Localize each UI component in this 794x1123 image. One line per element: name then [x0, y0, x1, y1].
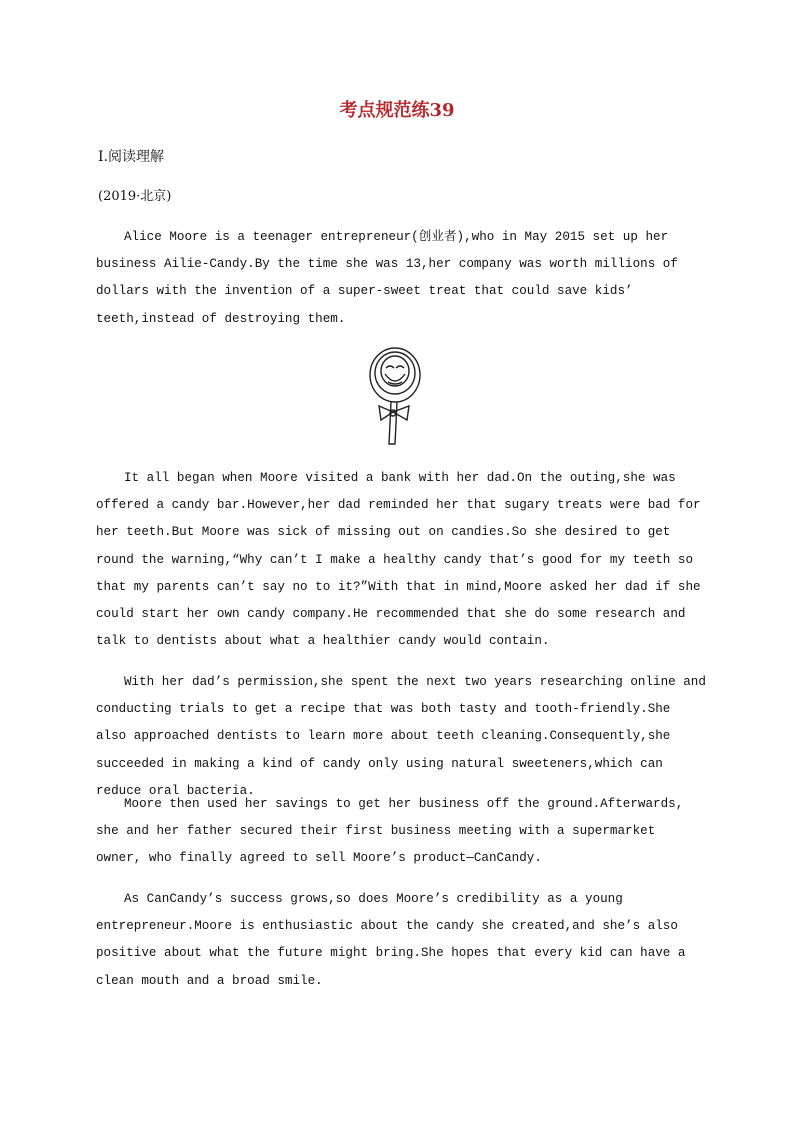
page-title: 考点规范练39 [339, 100, 455, 121]
paragraph-2: It all began when Moore visited a bank with her dad.On the outing,she was offered a candy bar.However,her dad reminded her that sugary treats were bad for her teeth.But Moore was sick of missing out on candies.So she desired to get round the warning,“Why can’t I make a healthy candy that’s good for my teeth so that my parents can’t say no to it?”With that in mind,Moore asked her dad if she could start her own candy company.He recommended that she do some research and talk to dentists about what a healthier candy would contain. [96, 471, 701, 649]
paragraph-4: Moore then used her savings to get her business off the ground.Afterwards, she and her father secured their first business meeting with a supermarket owner, who finally agreed to sell Moore’s product—CanCandy. [96, 797, 684, 866]
section-heading: Ⅰ.阅读理解 [98, 149, 164, 165]
paragraph-5: As CanCandy’s success grows,so does Moore’s credibility as a young entrepreneur.Moore is enthusiastic about the candy she created,and she’s also positive about what the future might bring.She hopes that every kid can have a clean mouth and a broad smile. [96, 892, 686, 988]
source-tag: (2019·北京) [98, 189, 172, 204]
paragraph-1: Alice Moore is a teenager entrepreneur(创业者),who in May 2015 set up her business Ailie-Candy.By the time she was 13,her company was worth millions of dollars with the invention of a super-sweet treat that could save kids’ teeth,instead of destroying them. [96, 230, 678, 326]
lollipop-icon [362, 346, 428, 448]
paragraph-3: With her dad’s permission,she spent the next two years researching online and conducting trials to get a recipe that was both tasty and tooth-friendly.She also approached dentists to learn more about teeth cleaning.Consequently,she succeeded in making a kind of candy only using natural sweeteners,which can reduce oral bacteria. [96, 675, 706, 798]
